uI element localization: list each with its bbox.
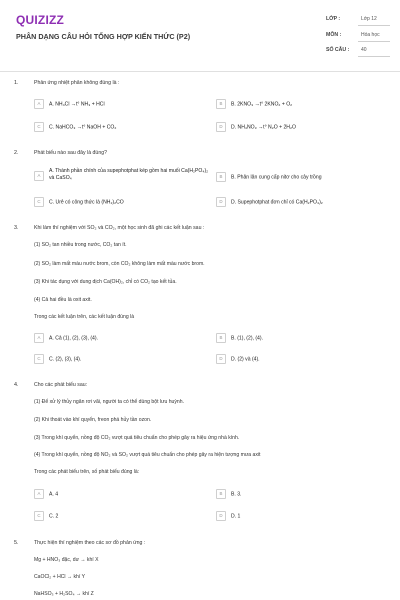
- option-d-box: D: [216, 511, 226, 521]
- q3-option-a[interactable]: A A. Cả (1), (2), (3), (4).: [34, 333, 98, 343]
- q4-statement: (4) Trong khí quyển, nồng độ NO₂ và SO₂ vượt quá tiêu chuẩn cho phép gây ra hiện tượng mưa axit: [34, 452, 261, 458]
- question-3-text: Khi làm thí nghiệm với SO₂ và CO₂, một học sinh đã ghi các kết luận sau :: [34, 225, 205, 231]
- q4-option-a[interactable]: A A. 4: [34, 489, 58, 499]
- q1-option-b[interactable]: B B. 2KNO₃ →t° 2KNO₂ + O₂: [216, 99, 292, 109]
- q5-reaction: CaOCl₂ + HCl → khí Y: [34, 574, 85, 580]
- class-label: LỚP :: [326, 16, 341, 22]
- option-d-box: D: [216, 197, 226, 207]
- option-b-box: B: [216, 99, 226, 109]
- option-b-box: B: [216, 333, 226, 343]
- question-5-number: 5.: [14, 540, 19, 546]
- subject-label: MÔN :: [326, 32, 342, 38]
- class-value: Lớp 12: [361, 16, 377, 22]
- count-underline: [358, 56, 390, 57]
- q2-option-a[interactable]: A A. Thành phần chính của supephotphat kép gồm hai muối Ca(H₂PO₄)₂ và CaSO₄: [34, 168, 209, 184]
- q4-option-b[interactable]: B B. 3.: [216, 489, 241, 499]
- option-a-box: A: [34, 99, 44, 109]
- question-5-text: Thực hiện thí nghiệm theo các sơ đồ phản ứng :: [34, 540, 146, 546]
- q3-statement: (2) SO₂ làm mất màu nước brom, còn CO₂ không làm mất màu nước brom.: [34, 261, 205, 267]
- option-c-box: C: [34, 197, 44, 207]
- option-a-box: A: [34, 489, 44, 499]
- q3-prompt: Trong các kết luận trên, các kết luận đúng là: [34, 314, 135, 320]
- subject-underline: [358, 41, 390, 42]
- page-title: PHÂN DẠNG CÂU HỎI TỔNG HỢP KIẾN THỨC (P2): [16, 32, 191, 41]
- option-d-box: D: [216, 354, 226, 364]
- q3-option-c[interactable]: C C. (2), (3), (4).: [34, 354, 81, 364]
- option-b-box: B: [216, 489, 226, 499]
- option-a-box: A: [34, 171, 44, 181]
- q1-option-c[interactable]: C C. NaHCO₃ →t° NaOH + CO₂: [34, 122, 116, 132]
- option-c-box: C: [34, 122, 44, 132]
- q4-prompt: Trong các phát biểu trên, số phát biểu đúng là:: [34, 469, 140, 475]
- count-value: 40: [361, 47, 367, 53]
- option-c-box: C: [34, 511, 44, 521]
- q3-statement: (4) Cả hai đều là oxit axit.: [34, 297, 92, 303]
- q4-option-d[interactable]: D D. 1: [216, 511, 240, 521]
- q4-statement: (3) Trong khí quyển, nồng độ CO₂ vượt quá tiêu chuẩn cho phép gây ra hiệu ứng nhà kính.: [34, 435, 240, 441]
- q3-statement: (1) SO₂ tan nhiều trong nước, CO₂ tan ít.: [34, 242, 127, 248]
- count-label: SỐ CÂU :: [326, 47, 350, 53]
- q5-reaction: Mg + HNO₃ đặc, dư → khí X: [34, 557, 99, 563]
- q3-option-b[interactable]: B B. (1), (2), (4).: [216, 333, 263, 343]
- question-1-number: 1.: [14, 80, 19, 86]
- option-d-box: D: [216, 122, 226, 132]
- q4-statement: (2) Khi thoát vào khí quyển, freon phá hủy tần ozon.: [34, 417, 152, 423]
- q4-statement: (1) Để xử lý thủy ngân rơi vãi, người ta có thể dùng bột lưu huỳnh.: [34, 399, 184, 405]
- question-1-text: Phản ứng nhiệt phân không đúng là :: [34, 80, 120, 86]
- question-2-number: 2.: [14, 150, 19, 156]
- option-b-box: B: [216, 172, 226, 182]
- q2-option-b[interactable]: B B. Phân lân cung cấp nitơ cho cây trồng: [216, 172, 322, 182]
- q3-option-d[interactable]: D D. (2) và (4).: [216, 354, 260, 364]
- q1-option-d[interactable]: D D. NH₄NO₃ →t° N₂O + 2H₂O: [216, 122, 296, 132]
- subject-value: Hóa học: [361, 32, 380, 38]
- quizizz-logo: QUIZIZZ: [16, 13, 65, 27]
- q3-statement: (3) Khi tác dụng với dung dịch Ca(OH)₂, chỉ có CO₂ tạo kết tủa.: [34, 279, 177, 285]
- question-2-text: Phát biểu nào sau đây là đúng?: [34, 150, 107, 156]
- q2-option-c[interactable]: C C. Urê có công thức là (NH₂)₂CO: [34, 197, 124, 207]
- question-4-text: Cho các phát biểu sau:: [34, 382, 88, 388]
- question-4-number: 4.: [14, 382, 19, 388]
- q1-option-a[interactable]: A A. NH₄Cl →t° NH₃ + HCl: [34, 99, 105, 109]
- q5-reaction: NaHSO₃ + H₂SO₄ → khí Z: [34, 591, 94, 597]
- option-c-box: C: [34, 354, 44, 364]
- header-divider: [0, 71, 400, 72]
- class-underline: [358, 25, 390, 26]
- question-3-number: 3.: [14, 225, 19, 231]
- q2-option-d[interactable]: D D. Supephotphat đơn chỉ có Ca(H₂PO₄)₂: [216, 197, 323, 207]
- worksheet-header: [0, 0, 400, 68]
- option-a-box: A: [34, 333, 44, 343]
- q4-option-c[interactable]: C C. 2: [34, 511, 58, 521]
